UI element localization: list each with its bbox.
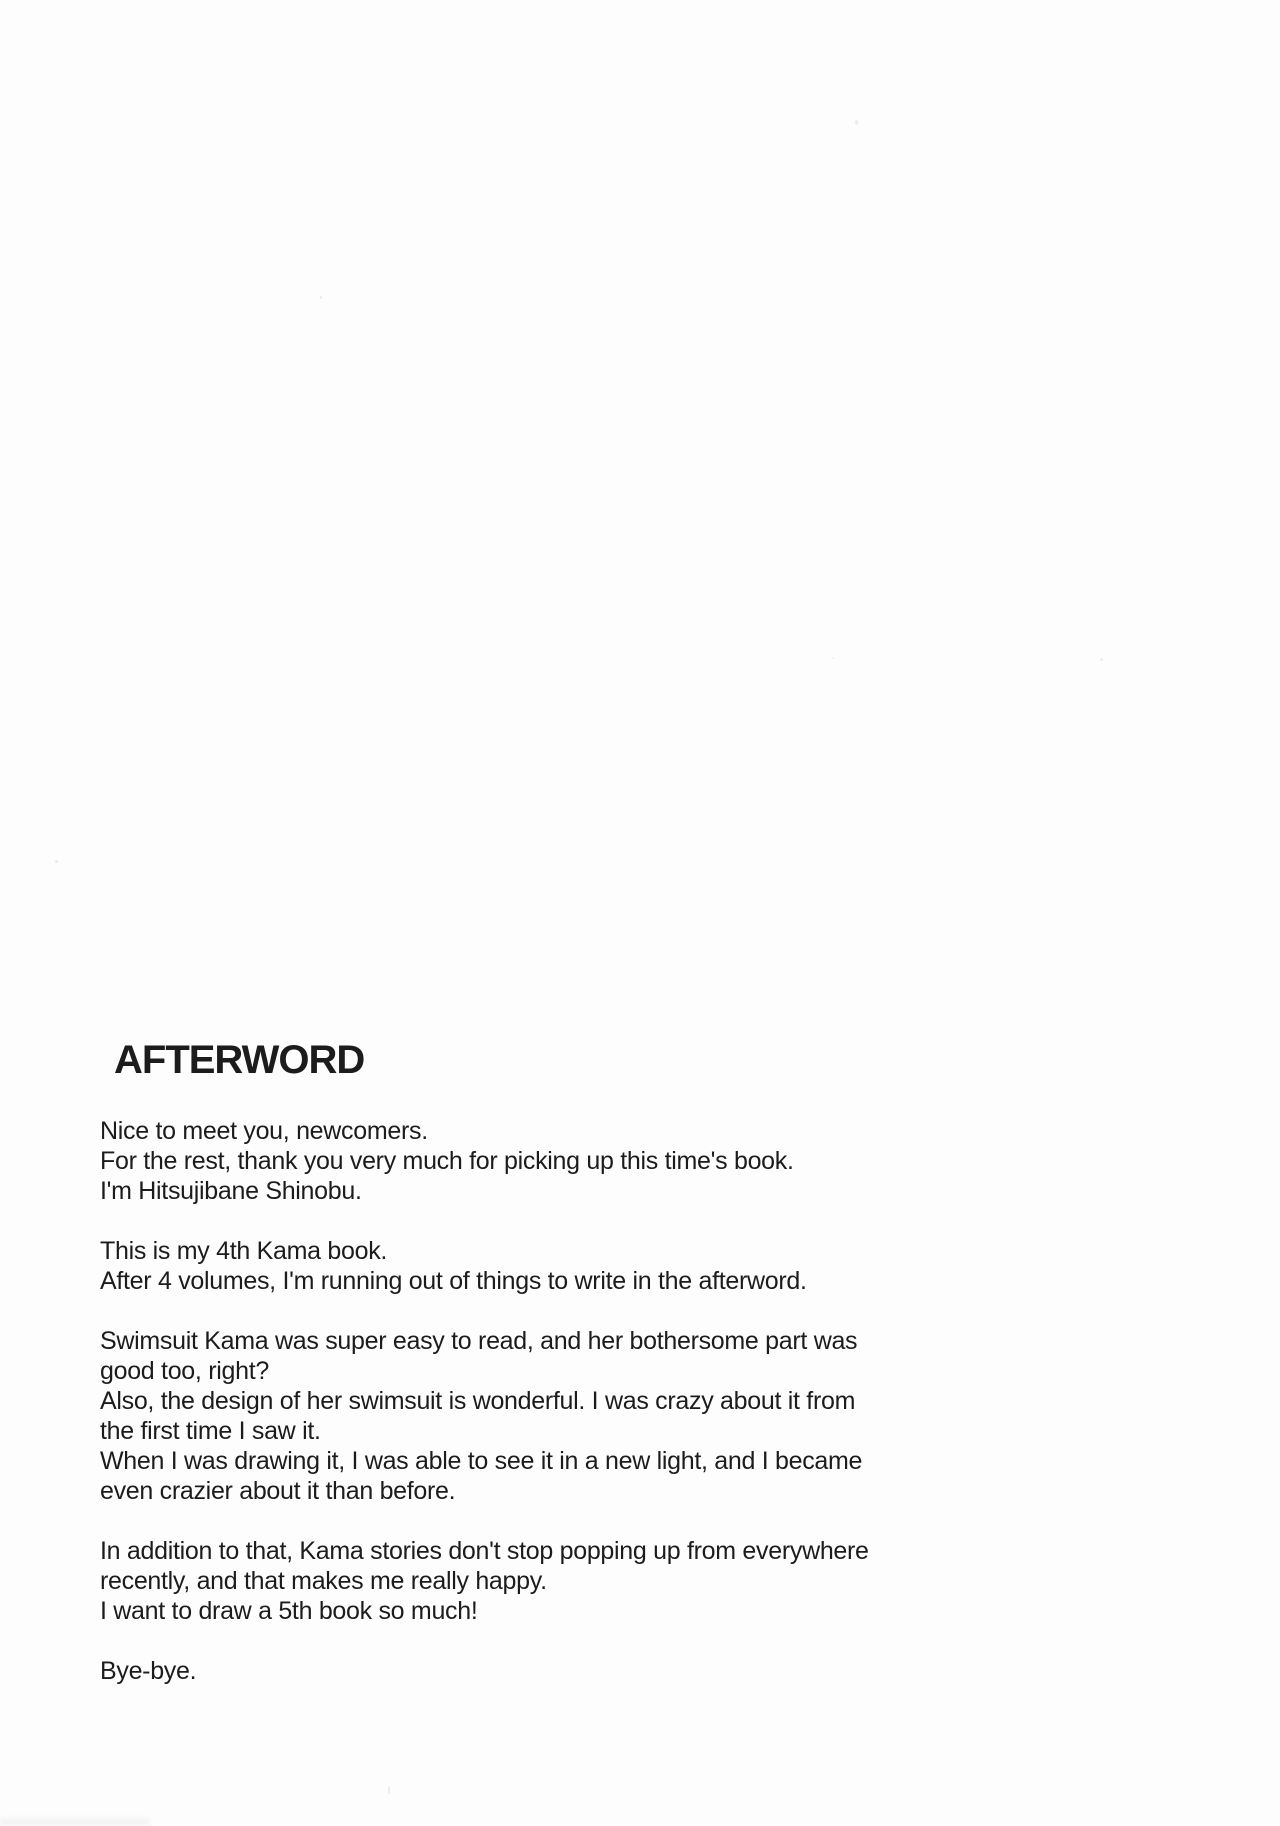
paragraph-fourth-book [100, 1236, 1100, 1296]
page-title: AFTERWORD [114, 1038, 365, 1082]
paragraph-greeting [100, 1116, 1100, 1206]
text-line: Bye-bye. [100, 1657, 197, 1685]
text-line: recently, and that makes me really happy. [100, 1567, 547, 1595]
text-line: This is my 4th Kama book. [100, 1237, 388, 1265]
scan-artifact [1100, 658, 1103, 661]
scan-artifact [855, 120, 858, 125]
scan-artifact [320, 296, 322, 299]
afterword-text-block [100, 1040, 1100, 1686]
text-line: good too, right? [100, 1357, 269, 1385]
text-line: I want to draw a 5th book so much! [100, 1597, 478, 1625]
text-line: Nice to meet you, newcomers. [100, 1117, 428, 1145]
scan-artifact [55, 860, 58, 863]
scan-artifact [0, 1818, 150, 1826]
text-line: Swimsuit Kama was super easy to read, and her bothersome part was [100, 1327, 858, 1355]
text-line: When I was drawing it, I was able to see it in a new light, and I became [100, 1447, 863, 1475]
paragraph-swimsuit [100, 1326, 1100, 1506]
text-line: In addition to that, Kama stories don't stop popping up from everywhere [100, 1537, 869, 1565]
paragraph-kama-stories [100, 1536, 1100, 1626]
text-line: the first time I saw it. [100, 1417, 321, 1445]
text-line: After 4 volumes, I'm running out of things to write in the afterword. [100, 1267, 807, 1295]
text-line: Also, the design of her swimsuit is wonderful. I was crazy about it from [100, 1387, 856, 1415]
text-line: even crazier about it than before. [100, 1477, 456, 1505]
scan-artifact [832, 657, 834, 659]
text-line: I'm Hitsujibane Shinobu. [100, 1177, 362, 1205]
scan-artifact [388, 1786, 390, 1794]
paragraph-signoff [100, 1656, 1100, 1686]
text-line: For the rest, thank you very much for picking up this time's book. [100, 1147, 794, 1175]
